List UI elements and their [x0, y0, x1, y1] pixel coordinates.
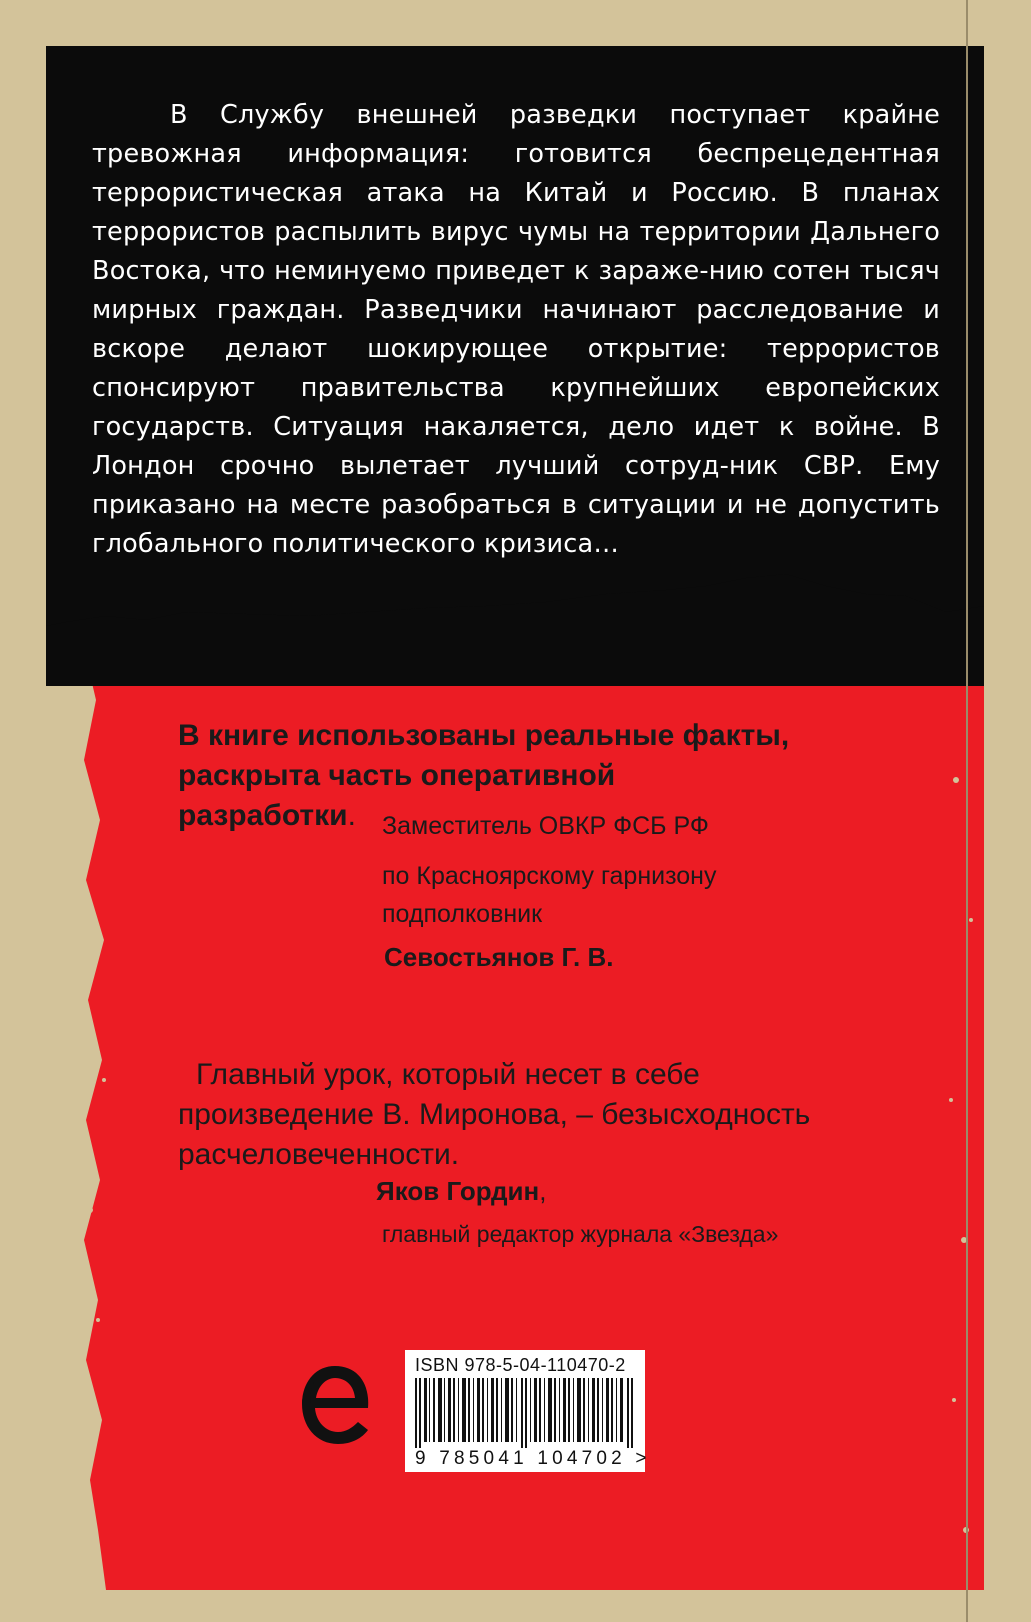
quote-1-attribution-line-2: по Красноярскому гарнизону [382, 862, 717, 890]
quote-1-line-2-end: . [347, 799, 356, 832]
quote-1-line-2: раскрыта часть оперативной разработки [178, 759, 616, 832]
quote-2-author-line [376, 1176, 546, 1207]
eksmo-logo-icon [296, 1360, 374, 1450]
quote-2-author-role: главный редактор журнала «Звезда» [382, 1221, 779, 1247]
spine-fold-line [966, 0, 968, 1622]
ean-digits: 9 785041 104702 > [415, 1448, 651, 1469]
quote-1-attribution-line-3: подполковник [382, 900, 543, 928]
quote-2-author-suffix: , [539, 1176, 547, 1206]
blurb-text: В Службу внешней разведки поступает крайне тревожная информация: готовится беспрецедентная террористическая атака на Китай и Россию. В планах террористов распылить вирус чумы на территории Дальнего Востока, что неминуемо приведет к зараже-нию сотен тысяч мирных граждан. Разведчики начинают расследование и вскоре делают шокирующее открытие: террористов спонсируют правительства крупнейших европейских государств. Ситуация накаляется, дело идет к войне. В Лондон срочно вылетает лучший сотруд-ник СВР. Ему приказано на месте разобраться в ситуации и не допустить глобального политического кризиса… [92, 100, 940, 559]
quote-2 [178, 1055, 858, 1175]
isbn-label: ISBN 978-5-04-110470-2 [415, 1355, 626, 1375]
quote-1-attribution-line-1: Заместитель ОВКР ФСБ РФ [382, 812, 709, 840]
isbn-box [405, 1350, 651, 1472]
quote-2-text: Главный урок, который несет в себе произведение В. Миронова, – безысходность расчеловеченности. [178, 1058, 811, 1171]
quote-1-author: Севостьянов Г. В. [384, 942, 614, 972]
barcode-image [415, 1378, 635, 1448]
quote-2-author: Яков Гордин [376, 1176, 540, 1206]
quote-1-line-1: В книге использованы реальные факты, [178, 719, 790, 752]
